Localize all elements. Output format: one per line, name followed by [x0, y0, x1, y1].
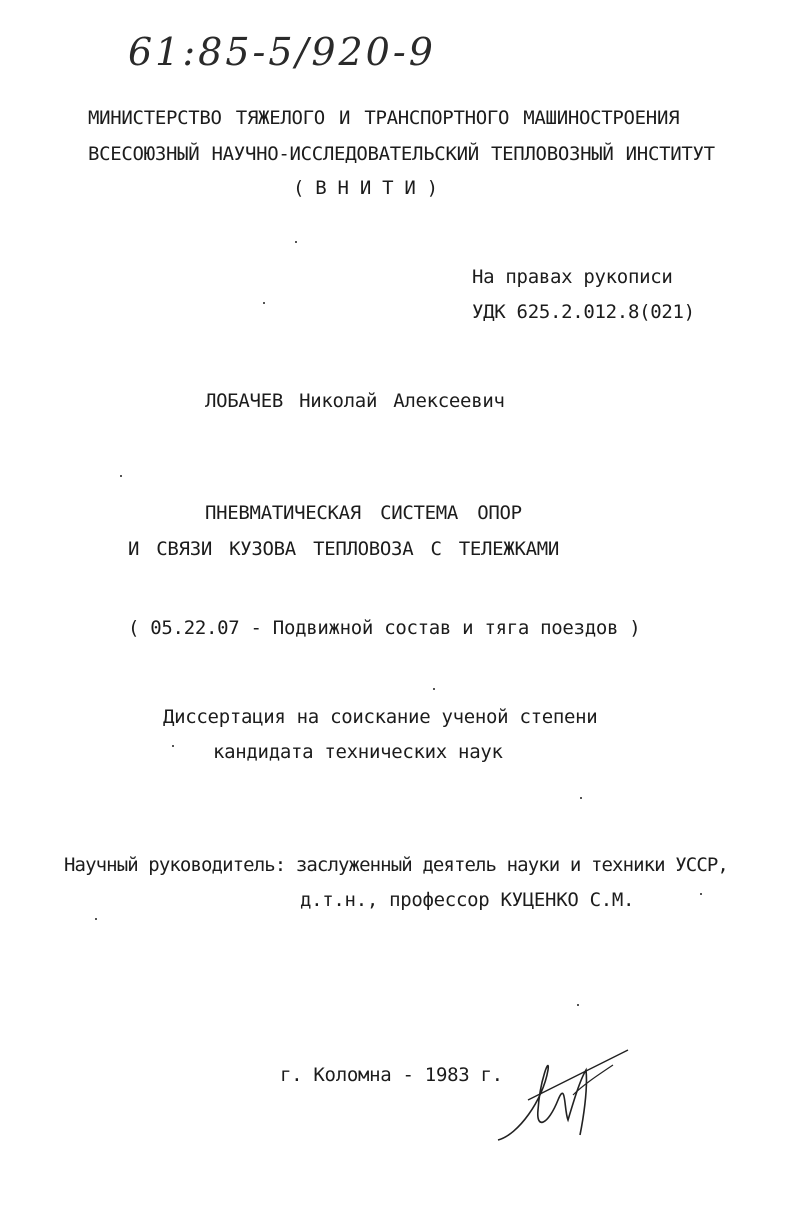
institute-heading: ВСЕСОЮЗНЫЙ НАУЧНО-ИССЛЕДОВАТЕЛЬСКИЙ ТЕПЛОВОЗНЫЙ ИНСТИТУТ: [88, 143, 715, 165]
degree-line-1: Диссертация на соискание ученой степени: [163, 706, 598, 728]
paper-speck: [295, 241, 297, 243]
author-name: ЛОБАЧЕВ Николай Алексеевич: [205, 390, 505, 412]
paper-speck: [577, 1004, 579, 1006]
manuscript-rights: На правах рукописи: [472, 266, 673, 288]
institute-abbreviation: ( В Н И Т И ): [293, 177, 438, 199]
degree-line-2: кандидата технических наук: [213, 741, 503, 763]
paper-speck: [433, 688, 435, 690]
paper-speck: [172, 745, 174, 747]
handwritten-archive-number: 61:85-5/920-9: [128, 30, 436, 74]
thesis-title-line-1: ПНЕВМАТИЧЕСКАЯ СИСТЕМА ОПОР: [205, 502, 522, 524]
place-and-year: г. Коломна - 1983 г.: [280, 1064, 503, 1086]
paper-speck: [700, 893, 702, 895]
paper-speck: [95, 918, 97, 920]
udc-code: УДК 625.2.012.8(021): [472, 301, 695, 323]
advisor-line-2: д.т.н., профессор КУЦЕНКО С.М.: [300, 889, 635, 911]
paper-speck: [580, 797, 582, 799]
handwritten-signature: [488, 1040, 638, 1150]
advisor-line-1: Научный руководитель: заслуженный деятель науки и техники УССР,: [64, 854, 728, 876]
specialty-code: ( 05.22.07 - Подвижной состав и тяга поездов ): [128, 617, 641, 639]
ministry-heading: МИНИСТЕРСТВО ТЯЖЕЛОГО И ТРАНСПОРТНОГО МАШИНОСТРОЕНИЯ: [88, 107, 680, 129]
thesis-title-line-2: И СВЯЗИ КУЗОВА ТЕПЛОВОЗА С ТЕЛЕЖКАМИ: [128, 538, 560, 560]
paper-speck: [120, 475, 122, 477]
paper-speck: [263, 302, 265, 304]
